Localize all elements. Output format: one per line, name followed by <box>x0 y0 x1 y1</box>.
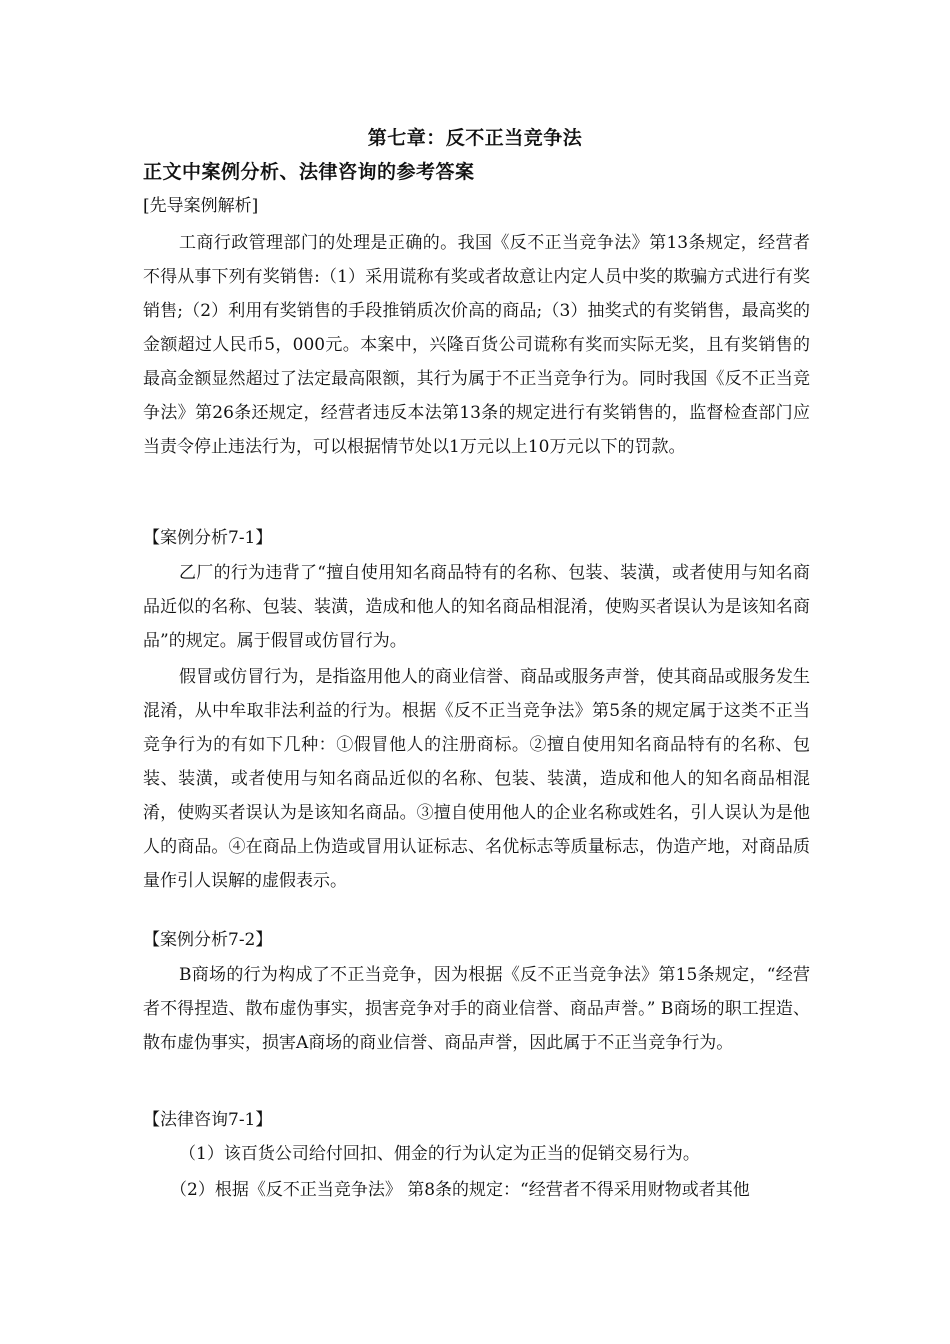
section-heading-case-7-1: 【案例分析7-1】 <box>143 528 273 548</box>
chapter-title: 第七章：反不正当竞争法 <box>367 127 583 149</box>
lead-case-paragraph: 工商行政管理部门的处理是正确的。我国《反不正当竞争法》第13条规定，经营者不得从事下列有奖销售:（1）采用谎称有奖或者故意让内定人员中奖的欺骗方式进行有奖销售;（2）利用有奖销售的手段推销质次价高的商品;（3）抽奖式的有奖销售，最高奖的金额超过人民币5，000元。本案中，兴隆百货公司谎称有奖而实际无奖，且有奖销售的最高金额显然超过了法定最高限额，其行为属于不正当竞争行为。同时我国《反不正当竞争法》第26条还规定，经营者违反本法第13条的规定进行有奖销售的，监督检查部门应当责令停止违法行为，可以根据情节处以1万元以上10万元以下的罚款。 <box>143 233 810 457</box>
section-heading-legal-consult-7-1: 【法律咨询7-1】 <box>143 1110 273 1130</box>
case-7-1-paragraph-1: 乙厂的行为违背了“擅自使用知名商品特有的名称、包装、装潢，或者使用与知名商品近似的名称、包装、装潢，造成和他人的知名商品相混淆，使购买者误认为是该知名商品”的规定。属于假冒或仿冒行为。 <box>143 563 810 651</box>
section-heading-lead-case: [先导案例解析] <box>143 196 259 216</box>
case-7-2-paragraph: B商场的行为构成了不正当竞争，因为根据《反不正当竞争法》第15条规定，“经营者不得捏造、散布虚伪事实，损害竞争对手的商业信誉、商品声誉。” B商场的职工捏造、散布虚伪事实，损害A商场的商业信誉、商品声誉，因此属于不正当竞争行为。 <box>143 965 810 1053</box>
document-subtitle: 正文中案例分析、法律咨询的参考答案 <box>143 161 475 183</box>
section-heading-case-7-2: 【案例分析7-2】 <box>143 930 273 950</box>
case-7-1-paragraph-2: 假冒或仿冒行为，是指盗用他人的商业信誉、商品或服务声誉，使其商品或服务发生混淆，从中牟取非法利益的行为。根据《反不正当竞争法》第5条的规定属于这类不正当竞争行为的有如下几种：①假冒他人的注册商标。②擅自使用知名商品特有的名称、包装、装潢，或者使用与知名商品近似的名称、包装、装潢，造成和他人的知名商品相混淆，使购买者误认为是该知名商品。③擅自使用他人的企业名称或姓名，引人误认为是他人的商品。④在商品上伪造或冒用认证标志、名优标志等质量标志，伪造产地，对商品质量作引人误解的虚假表示。 <box>143 667 810 891</box>
legal-consult-line-2: （2）根据《反不正当竞争法》 第8条的规定：“经营者不得采用财物或者其他 <box>170 1180 750 1200</box>
legal-consult-line-1: （1）该百货公司给付回扣、佣金的行为认定为正当的促销交易行为。 <box>179 1144 700 1164</box>
